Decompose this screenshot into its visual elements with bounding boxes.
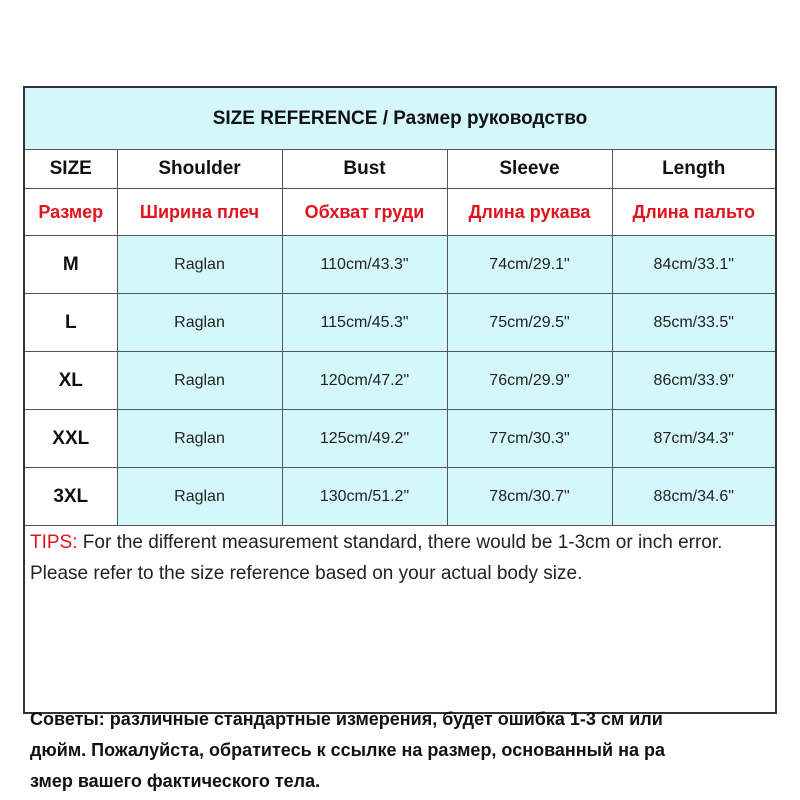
bust-cell: 115cm/45.3" [282, 294, 447, 352]
length-cell: 88cm/34.6" [612, 468, 775, 526]
sleeve-cell: 77cm/30.3" [447, 410, 612, 468]
header-row-russian [25, 189, 775, 236]
shoulder-cell: Raglan [117, 352, 282, 410]
length-cell: 87cm/34.3" [612, 410, 775, 468]
table-row [25, 352, 775, 410]
bust-cell: 130cm/51.2" [282, 468, 447, 526]
size-cell: 3XL [25, 468, 117, 526]
header-row-english [25, 150, 775, 189]
russian-tips-line: дюйм. Пожалуйста, обратитесь к ссылке на размер, основанный на ра [30, 740, 665, 760]
table-title: SIZE REFERENCE / Размер руководство [25, 88, 775, 150]
header-sleeve: Sleeve [447, 150, 612, 189]
bust-cell: 120cm/47.2" [282, 352, 447, 410]
header-shoulder: Shoulder [117, 150, 282, 189]
length-cell: 85cm/33.5" [612, 294, 775, 352]
tips-label: TIPS: [30, 532, 78, 553]
shoulder-cell: Raglan [117, 410, 282, 468]
length-cell: 84cm/33.1" [612, 236, 775, 294]
russian-tips-line: змер вашего фактического тела. [30, 771, 321, 791]
header-sleeve-ru: Длина рукава [447, 189, 612, 236]
length-cell: 86cm/33.9" [612, 352, 775, 410]
header-shoulder-ru: Ширина плеч [117, 189, 282, 236]
sleeve-cell: 76cm/29.9" [447, 352, 612, 410]
header-size-ru: Размер [25, 189, 117, 236]
table-row [25, 236, 775, 294]
shoulder-cell: Raglan [117, 468, 282, 526]
russian-tips-note [30, 704, 772, 797]
header-bust: Bust [282, 150, 447, 189]
shoulder-cell: Raglan [117, 236, 282, 294]
table-row [25, 468, 775, 526]
size-cell: L [25, 294, 117, 352]
sleeve-cell: 78cm/30.7" [447, 468, 612, 526]
sleeve-cell: 74cm/29.1" [447, 236, 612, 294]
title-row [25, 88, 775, 150]
header-size: SIZE [25, 150, 117, 189]
russian-tips-line: Советы: различные стандартные измерения, будет ошибка 1-3 см или [30, 709, 663, 729]
tips-text: For the different measurement standard, there would be 1-3cm or inch error. Please refer to the size reference based on your actual body size. [30, 532, 723, 584]
sleeve-cell: 75cm/29.5" [447, 294, 612, 352]
size-chart-frame [23, 86, 777, 791]
bust-cell: 110cm/43.3" [282, 236, 447, 294]
table-row [25, 410, 775, 468]
header-length-ru: Длина пальто [612, 189, 775, 236]
tips-note [30, 527, 770, 589]
size-cell: M [25, 236, 117, 294]
size-table [25, 88, 775, 526]
header-length: Length [612, 150, 775, 189]
table-row [25, 294, 775, 352]
size-cell: XXL [25, 410, 117, 468]
size-cell: XL [25, 352, 117, 410]
shoulder-cell: Raglan [117, 294, 282, 352]
header-bust-ru: Обхват груди [282, 189, 447, 236]
bust-cell: 125cm/49.2" [282, 410, 447, 468]
